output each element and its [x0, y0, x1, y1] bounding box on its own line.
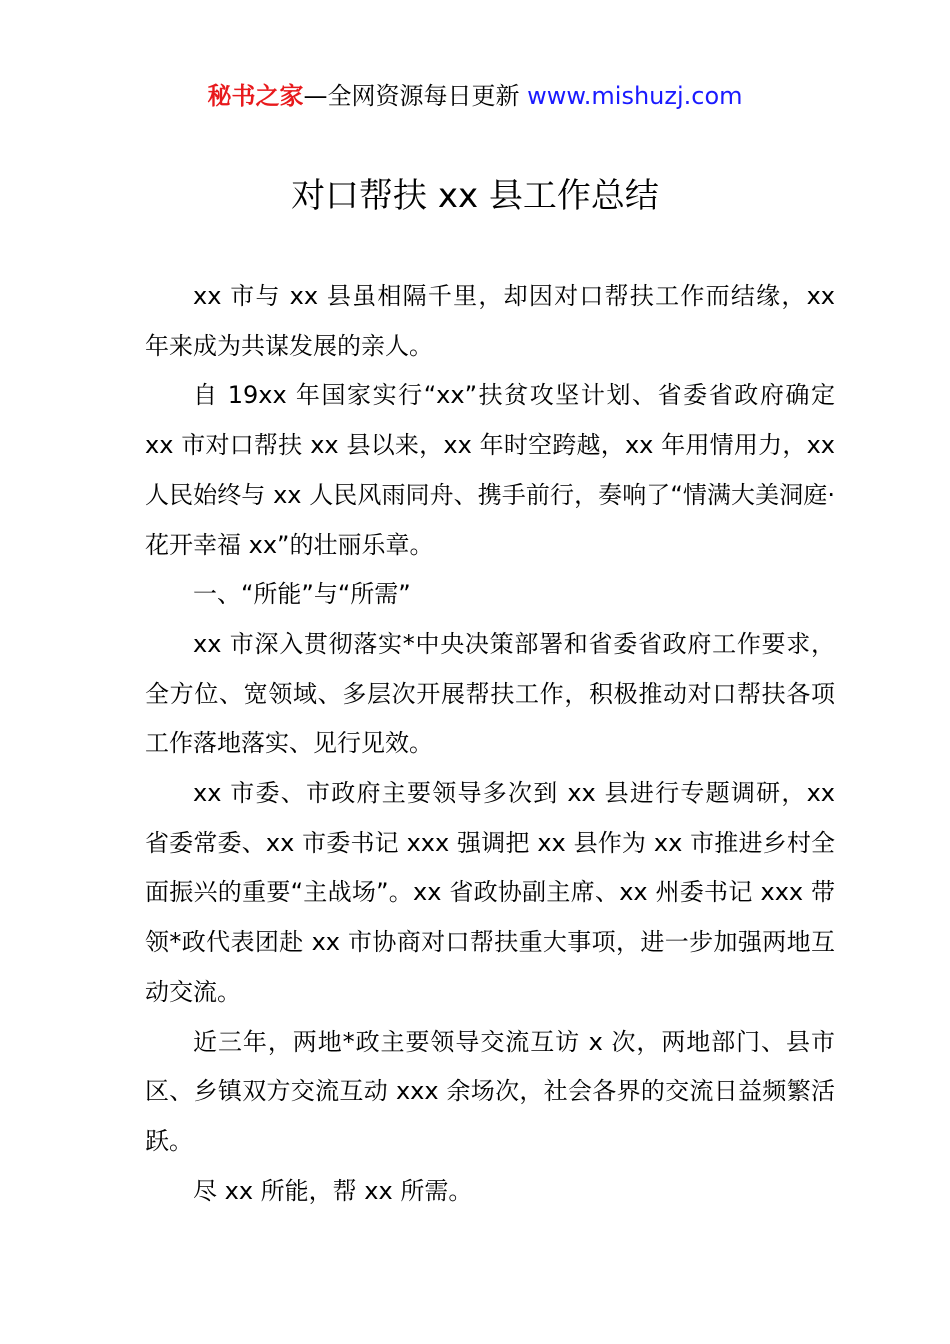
paragraph: xx 市深入贯彻落实*中央决策部署和省委省政府工作要求，全方位、宽领域、多层次开展帮扶工作，积极推动对口帮扶各项工作落地落实、见行见效。 [145, 629, 835, 758]
brand-name: 秘书之家 [207, 82, 304, 110]
document-title: 对口帮扶 xx 县工作总结 [291, 176, 659, 216]
paragraph: 尽 xx 所能，帮 xx 所需。 [193, 1176, 473, 1205]
document-body [145, 272, 835, 1216]
website-link[interactable]: www.mishuzj.com [527, 82, 743, 110]
paragraph: 自 19xx 年国家实行“xx”扶贫攻坚计划、省委省政府确定 xx 市对口帮扶 xx 县以来，xx 年时空跨越，xx 年用情用力，xx 人民始终与 xx 人民风雨同舟、携手前行，奏响了“情满大美洞庭·花开幸福 xx”的壮丽乐章。 [145, 381, 835, 559]
paragraph: xx 市委、市政府主要领导多次到 xx 县进行专题调研，xx 省委常委、xx 市委书记 xxx 强调把 xx 县作为 xx 市推进乡村全面振兴的重要“主战场”。xx 省政协副主席、xx 州委书记 xxx 带领*政代表团赴 xx 市协商对口帮扶重大事项，进一步加强两地互动交流。 [145, 779, 835, 1006]
paragraph: 近三年，两地*政主要领导交流互访 x 次，两地部门、县市区、乡镇双方交流互动 xxx 余场次，社会各界的交流日益频繁活跃。 [145, 1027, 835, 1155]
header-tagline: —全网资源每日更新 [303, 82, 528, 110]
page-header [0, 80, 950, 112]
section-heading: 一、“所能”与“所需” [193, 580, 411, 609]
paragraph: xx 市与 xx 县虽相隔千里，却因对口帮扶工作而结缘，xx 年来成为共谋发展的亲人。 [145, 282, 835, 360]
